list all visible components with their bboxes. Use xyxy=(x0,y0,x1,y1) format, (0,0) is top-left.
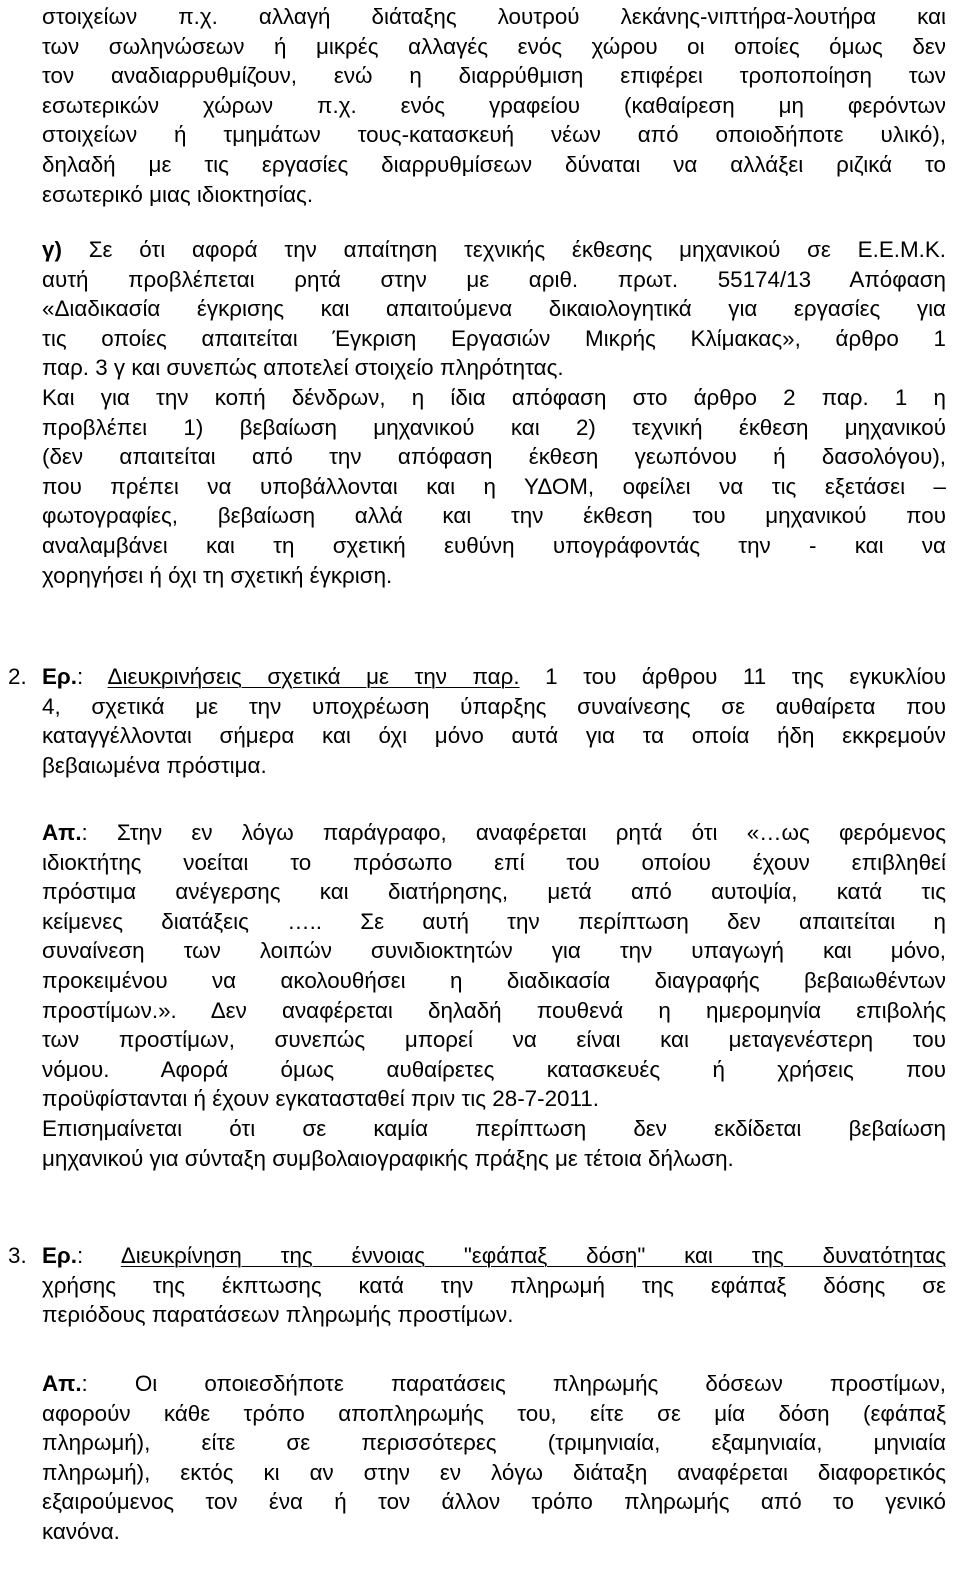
text-line: στοιχείων ή τμημάτων τους-κατασκευή νέων από οποιοδήποτε υλικό), xyxy=(42,122,946,148)
text-line: «Διαδικασία έγκρισης και απαιτούμενα δικαιολογητικά για εργασίες για xyxy=(42,296,946,322)
text-line: χρήσης της έκπτωσης κατά την πληρωμή της εφάπαξ δόσης σε xyxy=(42,1272,946,1298)
question-number: 2. xyxy=(8,664,27,689)
text-line: Απ.: Στην εν λόγω παράγραφο, αναφέρεται ρητά ότι «…ως φερόμενος xyxy=(42,820,946,845)
text-line: Απ.: Οι οποιεσδήποτε παρατάσεις πληρωμής δόσεων προστίμων, xyxy=(42,1371,946,1396)
text-line: δηλαδή με τις εργασίες διαρρυθμίσεων δύναται να αλλάξει ριζικά το xyxy=(42,151,946,177)
text-line: ιδιοκτήτης νοείται το πρόσωπο επί του οποίου έχουν επιβληθεί xyxy=(42,849,946,875)
answer-label: Απ. xyxy=(42,1371,82,1396)
paragraph-intro xyxy=(42,2,946,209)
text-line: γ) Σε ότι αφορά την απαίτηση τεχνικής έκθεσης μηχανικού σε Ε.Ε.Μ.Κ. xyxy=(42,237,946,262)
text-line: Ερ.: Διευκρινήσεις σχετικά με την παρ. 1 του άρθρου 11 της εγκυκλίου xyxy=(42,664,946,689)
text-line: κείμενες διατάξεις ….. Σε αυτή την περίπτωση δεν απαιτείται η xyxy=(42,908,946,934)
text-line: των σωληνώσεων ή μικρές αλλαγές ενός χώρου οι οποίες όμως δεν xyxy=(42,33,946,59)
text-line: των προστίμων, συνεπώς μπορεί να είναι και μεταγενέστερη του xyxy=(42,1027,946,1053)
text-line: πρόστιμα ανέγερσης και διατήρησης, μετά από αυτοψία, κατά τις xyxy=(42,879,946,905)
paragraph-gamma xyxy=(42,235,946,590)
text-line: χορηγήσει ή όχι τη σχετική έγκριση. xyxy=(42,562,393,588)
text-line: προϋφίστανται ή έχουν εγκατασταθεί πριν τις 28-7-2011. xyxy=(42,1086,599,1112)
text-line: πληρωμή), είτε σε περισσότερες (τριμηνιαία, εξαμηνιαία, μηνιαία xyxy=(42,1430,946,1456)
text-line: μηχανικού για σύνταξη συμβολαιογραφικής πράξης με τέτοια δήλωση. xyxy=(42,1145,734,1171)
text-line: φωτογραφίες, βεβαίωση αλλά και την έκθεση του μηχανικού που xyxy=(42,503,946,529)
text-line: εσωτερικών χώρων π.χ. ενός γραφείου (καθαίρεση μη φερόντων xyxy=(42,92,946,118)
text-line: (δεν απαιτείται από την απόφαση έκθεση γεωπόνου ή δασολόγου), xyxy=(42,444,946,470)
text-line: προβλέπει 1) βεβαίωση μηχανικού και 2) τεχνική έκθεση μηχανικού xyxy=(42,414,946,440)
text-line: αυτή προβλέπεται ρητά στην με αριθ. πρωτ. 55174/13 Απόφαση xyxy=(42,266,946,292)
question-3 xyxy=(42,1241,946,1330)
text-line: εσωτερικό μιας ιδιοκτησίας. xyxy=(42,181,314,207)
text-line: περιόδους παρατάσεων πληρωμής προστίμων. xyxy=(42,1302,514,1328)
text-line: εξαιρούμενος τον ένα ή τον άλλον τρόπο πληρωμής από το γενικό xyxy=(42,1489,946,1515)
item-label-gamma: γ) xyxy=(42,237,62,262)
text-line: προστίμων.». Δεν αναφέρεται δηλαδή πουθενά η ημερομηνία επιβολής xyxy=(42,997,946,1023)
text-line: παρ. 3 γ και συνεπώς αποτελεί στοιχείο πληρότητας. xyxy=(42,355,564,381)
text-line: τον αναδιαρρυθμίζουν, ενώ η διαρρύθμιση επιφέρει τροποποίηση των xyxy=(42,63,946,89)
answer-2 xyxy=(42,818,946,1173)
text-line: πληρωμή), εκτός κι αν στην εν λόγω διάταξη αναφέρεται διαφορετικός xyxy=(42,1459,946,1485)
text-line: τις οποίες απαιτείται Έγκριση Εργασιών Μικρής Κλίμακας», άρθρο 1 xyxy=(42,325,946,351)
text-line: βεβαιωμένα πρόστιμα. xyxy=(42,752,267,778)
answer-label: Απ. xyxy=(42,820,82,845)
text-line: 4, σχετικά με την υποχρέωση ύπαρξης συναίνεσης σε αυθαίρετα που xyxy=(42,693,946,719)
question-number: 3. xyxy=(8,1243,27,1268)
text-line: Και για την κοπή δένδρων, η ίδια απόφαση στο άρθρο 2 παρ. 1 η xyxy=(42,384,946,410)
question-label: Ερ. xyxy=(42,1243,78,1268)
question-label: Ερ. xyxy=(42,664,78,689)
text-line: αφορούν κάθε τρόπο αποπληρωμής του, είτε σε μία δόση (εφάπαξ xyxy=(42,1400,946,1426)
text-line: προκειμένου να ακολουθήσει η διαδικασία διαγραφής βεβαιωθέντων xyxy=(42,967,946,993)
answer-3 xyxy=(42,1369,946,1547)
text-line: Ερ.: Διευκρίνηση της έννοιας "εφάπαξ δόση" και της δυνατότητας xyxy=(42,1243,946,1268)
question-topic: Διευκρινήσεις σχετικά με την παρ. xyxy=(107,664,520,689)
text-line: στοιχείων π.χ. αλλαγή διάταξης λουτρού λεκάνης-νιπτήρα-λουτήρα και xyxy=(42,4,946,29)
text-line: καταγγέλλονται σήμερα και όχι μόνο αυτά για τα οποία ήδη εκκρεμούν xyxy=(42,723,946,749)
question-2 xyxy=(42,662,946,780)
text-line: κανόνα. xyxy=(42,1518,120,1544)
text-line: νόμου. Αφορά όμως αυθαίρετες κατασκευές ή χρήσεις που xyxy=(42,1056,946,1082)
text-line: Επισημαίνεται ότι σε καμία περίπτωση δεν εκδίδεται βεβαίωση xyxy=(42,1115,946,1141)
text-line: αναλαμβάνει και τη σχετική ευθύνη υπογράφοντάς την - και να xyxy=(42,532,946,558)
text-line: που πρέπει να υποβάλλονται και η ΥΔΟΜ, οφείλει να τις εξετάσει – xyxy=(42,473,946,499)
question-topic: Διευκρίνηση της έννοιας "εφάπαξ δόση" και της δυνατότητας xyxy=(120,1243,946,1268)
text-line: συναίνεση των λοιπών συνιδιοκτητών για την υπαγωγή και μόνο, xyxy=(42,938,946,964)
